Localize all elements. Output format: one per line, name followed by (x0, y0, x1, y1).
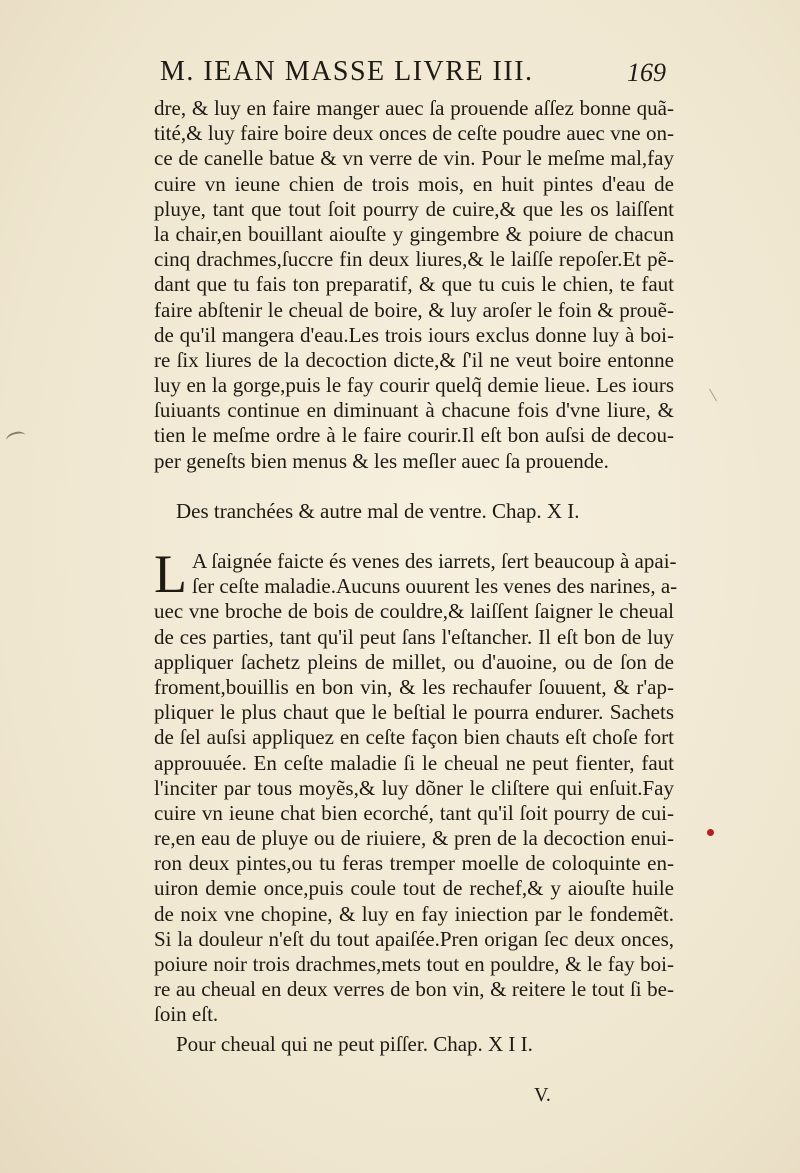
text-line: re ſix liures de la decoction dicte,& ſ'il ne veut boire entonne (154, 347, 674, 372)
catchword: V. (534, 1084, 551, 1106)
page-header (160, 56, 666, 92)
page-number: 169 (627, 58, 666, 87)
drop-capital: L (154, 544, 187, 604)
text-line: pluye, tant que tout ſoit pourry de cuire,& que les os laiſſent (154, 196, 674, 221)
margin-mark (5, 430, 27, 447)
text-line: poiure noir trois drachmes,mets tout en pouldre, & le fay boi- (154, 952, 674, 976)
running-title: M. IEAN MASSE LIVRE III. (160, 56, 534, 87)
text-line: de qu'il mangera d'eau.Les trois iours exclus donne luy à boi- (154, 322, 674, 347)
paragraph-2 (154, 544, 678, 1028)
paragraph-2-body (154, 599, 674, 1027)
text-line: ce de canelle batue & vn verre de vin. Pour le meſme mal,fay (154, 146, 674, 171)
text-line: la chair,en bouillant aiouſte y gingembre & poiure de chacun (154, 221, 674, 246)
spacer (154, 474, 674, 499)
text-line: uiron demie once,puis coule tout de rechef,& y aiouſte huile (154, 876, 674, 901)
text-line: Si la douleur n'eſt du tout apaiſée.Pren origan ſec deux onces, (154, 926, 674, 951)
chapter-heading-12: Pour cheual qui ne peut piſſer. Chap. X I I. (176, 1031, 533, 1056)
text-line: appliquer ſachetz pleins de millet, ou d'auoine, ou de ſon de (154, 649, 674, 674)
text-line: cuire vn ieune chat bien ecorché, tant qu'il ſoit pourry de cui- (154, 800, 674, 825)
margin-mark (709, 385, 724, 402)
text-line: cuire vn ieune chien de trois mois, en huit pintes d'eau de (154, 171, 674, 196)
text-line: de noix vne chopine, & luy en fay iniection par le fondemẽt. (154, 901, 674, 926)
text-line: dre, & luy en faire manger auec ſa prouende aſſez bonne quã- (154, 96, 674, 120)
paragraph-1 (154, 96, 674, 474)
chapter-heading-11: Des tranchées & autre mal de ventre. Chap. X I. (176, 498, 580, 523)
text-line: approuuée. En ceſte maladie ſi le cheual ne peut fienter, faut (154, 750, 674, 775)
text-line: ſuiuants continue en diminuant à chacune fois d'vne liure, & (154, 398, 674, 423)
text-line: de ſel auſsi appliquez en ceſte façon bien chauts eſt choſe fort (154, 725, 674, 750)
text-block (154, 96, 678, 1057)
text-line: de ces parties, tant qu'il peut ſans l'eſtancher. Il eſt bon de luy (154, 624, 674, 649)
text-line: uec vne broche de bois de couldre,& laiſſent ſaigner le cheual (154, 599, 674, 624)
text-line: dant que tu fais ton preparatif, & que tu cuis le chien, te faut (154, 272, 674, 297)
text-line: faire abſtenir le cheual de boire, & luy aroſer le foin & prouẽ- (154, 297, 674, 322)
paragraph-2-dropcap-lines (154, 544, 678, 604)
ink-spot (707, 829, 714, 836)
spacer (154, 524, 674, 549)
text-line: re,en eau de pluye ou de riuiere, & pren de la decoction enui- (154, 826, 674, 851)
text-line: per geneſts bien menus & les meſler auec ſa prouende. (154, 448, 609, 473)
text-line: tien le meſme ordre à le faire courir.Il eſt bon auſsi de decou- (154, 423, 674, 448)
text-line: pliquer le plus chaut que le beſtial le pourra endurer. Sachets (154, 700, 674, 725)
text-line: ſer ceſte maladie.Aucuns ouurent les venes des narines, a- (192, 574, 678, 599)
text-line: cinq drachmes,ſuccre fin deux liures,& le laiſſe repoſer.Et pẽ- (154, 247, 674, 272)
text-line: ſoin eſt. (154, 1002, 219, 1027)
text-line: luy en la gorge,puis le fay courir quelq̃ demie lieue. Les iours (154, 373, 674, 398)
text-line: tité,& luy faire boire deux onces de ceſte poudre auec vne on- (154, 121, 674, 146)
text-line: ron deux pintes,ou tu feras tremper moelle de coloquinte en- (154, 851, 674, 876)
text-line: A ſaignée faicte és venes des iarrets, ſert beaucoup à apai- (192, 549, 677, 573)
text-line: froment,bouillis en bon vin, & les rechaufer ſouuent, & r'ap- (154, 674, 674, 699)
text-line: re au cheual en deux verres de bon vin, & reitere le tout ſi be- (154, 977, 674, 1002)
text-line: l'inciter par tous moyẽs,& luy dõner le cliſtere qui enſuit.Fay (154, 775, 674, 800)
